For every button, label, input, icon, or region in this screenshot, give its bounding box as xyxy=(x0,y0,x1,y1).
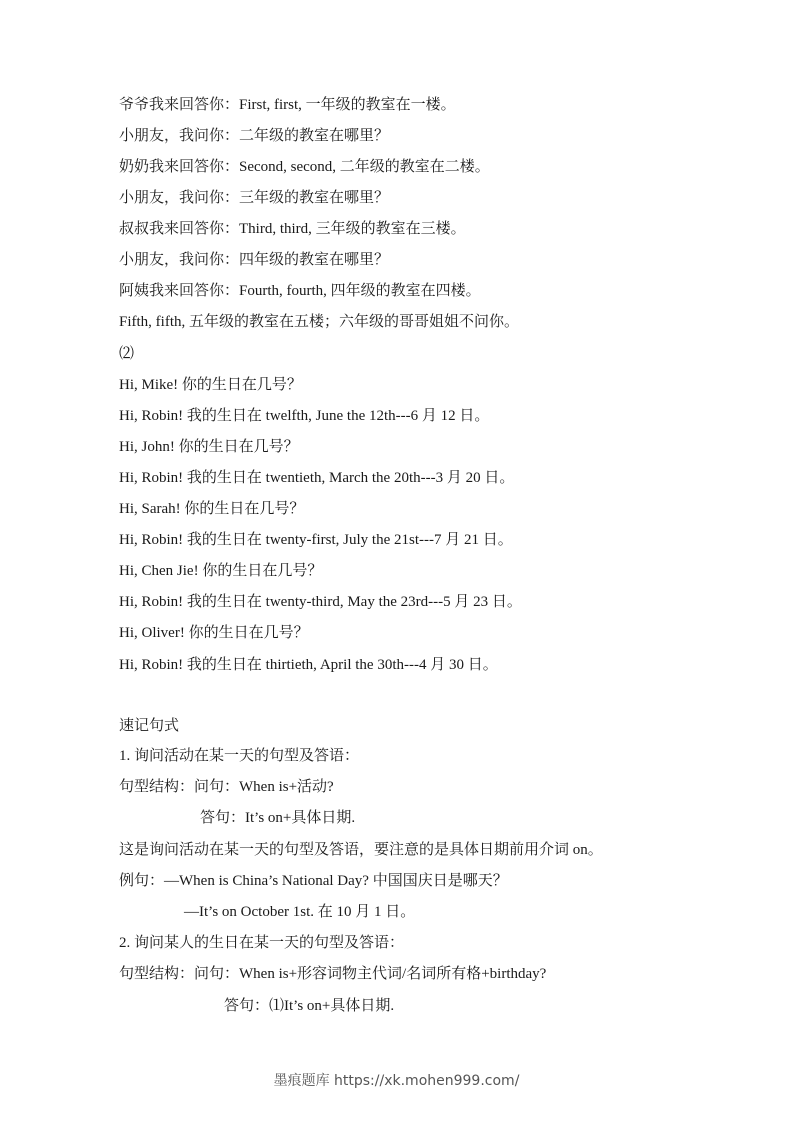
dialogue-line-7: Hi, Chen Jie! 你的生日在几号？ xyxy=(119,563,323,579)
dialogue-line-5: Hi, Sarah! 你的生日在几号？ xyxy=(119,501,305,517)
dialogue-line-8: Hi, Robin! 我的生日在 twenty-third, May the 23rd---5 月 23 日。 xyxy=(119,594,522,610)
dialogue-line-2: Hi, Robin! 我的生日在 twelfth, June the 12th---6 月 12 日。 xyxy=(119,408,490,424)
pattern-1-example-answer: —It’s on October 1st. 在 10 月 1 日。 xyxy=(184,904,416,920)
section-heading: 速记句式 xyxy=(119,716,180,734)
dialogue-line-10: Hi, Robin! 我的生日在 thirtieth, April the 30th---4 月 30 日。 xyxy=(119,657,498,673)
dialogue-line-3: Hi, John! 你的生日在几号？ xyxy=(119,439,299,455)
chant-line-7: 阿姨我来回答你：Fourth, fourth, 四年级的教室在四楼。 xyxy=(119,283,481,299)
chant-line-6: 小朋友，我问你：四年级的教室在哪里？ xyxy=(119,252,390,268)
chant-line-5: 叔叔我来回答你：Third, third, 三年级的教室在三楼。 xyxy=(119,221,466,237)
pattern-1-question: 句型结构：问句：When is+活动? xyxy=(119,779,334,795)
pattern-1-example-question: 例句：—When is China’s National Day? 中国国庆日是哪天？ xyxy=(119,873,508,889)
dialogue-line-4: Hi, Robin! 我的生日在 twentieth, March the 20th---3 月 20 日。 xyxy=(119,470,515,486)
chant-line-8: Fifth, fifth, 五年级的教室在五楼；六年级的哥哥姐姐不问你。 xyxy=(119,314,519,330)
chant-line-2: 小朋友，我问你：二年级的教室在哪里？ xyxy=(119,128,390,144)
pattern-1-note: 这是询问活动在某一天的句型及答语，要注意的是具体日期前用介词 on。 xyxy=(119,842,603,858)
pattern-2-answer: 答句：⑴It’s on+具体日期. xyxy=(224,998,395,1014)
footer-watermark: 墨痕题库 https://xk.mohen999.com/ xyxy=(273,1073,520,1089)
pattern-1-title: 1. 询问活动在某一天的句型及答语： xyxy=(119,748,360,764)
pattern-2-title: 2. 询问某人的生日在某一天的句型及答语： xyxy=(119,935,405,951)
section-marker: ⑵ xyxy=(119,346,135,362)
pattern-1-answer: 答句：It’s on+具体日期. xyxy=(200,810,356,826)
dialogue-line-1: Hi, Mike! 你的生日在几号？ xyxy=(119,377,302,393)
dialogue-line-6: Hi, Robin! 我的生日在 twenty-first, July the 21st---7 月 21 日。 xyxy=(119,532,513,548)
pattern-2-question: 句型结构：问句：When is+形容词物主代词/名词所有格+birthday? xyxy=(119,966,547,982)
dialogue-line-9: Hi, Oliver! 你的生日在几号？ xyxy=(119,625,309,641)
chant-line-4: 小朋友，我问你：三年级的教室在哪里？ xyxy=(119,190,390,206)
chant-line-1: 爷爷我来回答你：First, first, 一年级的教室在一楼。 xyxy=(119,97,456,113)
chant-line-3: 奶奶我来回答你：Second, second, 二年级的教室在二楼。 xyxy=(119,159,490,175)
